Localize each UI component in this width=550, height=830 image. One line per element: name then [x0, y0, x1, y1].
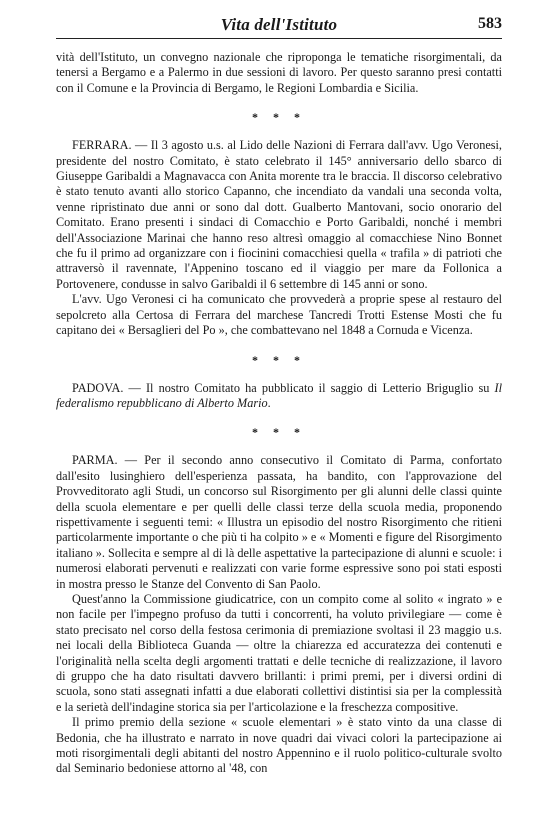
parma-paragraph-3: Il primo premio della sezione « scuole elementari » è stato vinto da una classe di Bedonia, che ha illustrato e narrato in nove quadri dai vivaci colori la partecipazione ai moti risorgimentali degli abitanti del nostro Appennino e il ruolo politico-culturale svolto dal Seminario bedoniese attorno al '48, con — [56, 715, 502, 776]
parma-paragraph-1: PARMA. — Per il secondo anno consecutivo il Comitato di Parma, confortato dall'esito lusinghiero dell'esperienza passata, ha bandito, con l'approvazione del Provveditorato agli Studi, un concorso sul Risorgimento per gli alunni delle classi quinte della scuola elementare e per quelli delle classi terze della scuola media, proponendo rispettivamente i seguenti temi: « Illustra un episodio del nostro Risorgimento che ritieni particolarmente importante o che più ti ha colpito » e « Momenti e figure del Risorgimento italiano ». Sollecita e sempre al di là delle aspettative la partecipazione di alunni e scuole: i numerosi elaborati pervenuti e realizzati con varie forme espressive sono poi stati esposti in mostra presso le Stanze del Convento di San Paolo. — [56, 453, 502, 591]
padova-paragraph — [56, 381, 502, 412]
ferrara-paragraph-1: FERRARA. — Il 3 agosto u.s. al Lido delle Nazioni di Ferrara dall'avv. Ugo Veronesi, presidente del nostro Comitato, è stato celebrato il 145° anniversario dello sbarco di Giuseppe Garibaldi a Magnavacca con Anita morente tra le braccia. Il discorso celebrativo è stato tenuto avanti allo storico Capanno, che incendiato da vandali una seconda volta, venne ripristinato due anni or sono dal dott. Gualberto Mantovani, socio onorario del Comitato. Erano presenti i sindaci di Comacchio e Porto Garibaldi, nonché i membri dell'Associazione Marinai che hanno reso altresì omaggio al comacchiese Nino Bonnet che fu il primo ad organizzare con i fiocinini comacchiesi quella « trafila » di patrioti che attraversò il ravennate, l'Appenino toscano ed il viaggio per mare da Follonica a Portovenere, condusse in salvo Garibaldi il 6 settembre di 145 anni or sono. — [56, 138, 502, 291]
running-title: Vita dell'Istituto — [220, 15, 338, 34]
ferrara-paragraph-2: L'avv. Ugo Veronesi ci ha comunicato che provvederà a proprie spese al restauro del sepolcreto alla Certosa di Ferrara del marchese Tancredi Trotti Estense Mosti che fu capitano dei « Bersaglieri del Po », che combattevano nel 1848 a Cornuda e Vicenza. — [56, 292, 502, 338]
section-separator: * * * — [252, 425, 306, 440]
padova-book-title: Il federalismo repubblicano di Alberto Mario — [56, 380, 502, 410]
section-separator: * * * — [252, 110, 306, 125]
parma-paragraph-2: Quest'anno la Commissione giudicatrice, con un compito come al solito « ingrato » e non facile per l'impegno profuso da tutti i concorrenti, ha voluto privilegiare — come è stato precisato nel corso della festosa cerimonia di premiazione svoltasi il 23 maggio u.s. nei locali della Biblioteca Guanda — oltre la chiarezza ed accuratezza dei contenuti e l'originalità nella scelta degli argomenti trattati e delle tecniche di realizzazione, il lavoro di gruppo che ha dato risultati davvero brillanti: i primi premi, per i diversi ordini di scuola, sono stati assegnati infatti a due elaborati collettivi distintisi sia per la complessità e la serietà dell'indagine storica sia per l'articolazione e la freschezza compositive. — [56, 591, 502, 714]
intro-paragraph: vità dell'Istituto, un convegno nazionale che riproponga le tematiche risorgimentali, da tenersi a Bergamo e a Palermo in due sessioni di lavoro. Per questo saranno presi contatti con il Comune e la Provincia di Bergamo, le Regioni Lombardia e Sicilia. — [56, 50, 502, 95]
body-text — [56, 50, 502, 777]
running-header — [56, 12, 502, 39]
section-separator: * * * — [252, 352, 306, 367]
page-number: 583 — [478, 15, 502, 32]
padova-tail: . — [267, 395, 271, 410]
padova-lead: PADOVA. — Il nostro Comitato ha pubblicato il saggio di Letterio Briguglio su — [72, 380, 495, 395]
